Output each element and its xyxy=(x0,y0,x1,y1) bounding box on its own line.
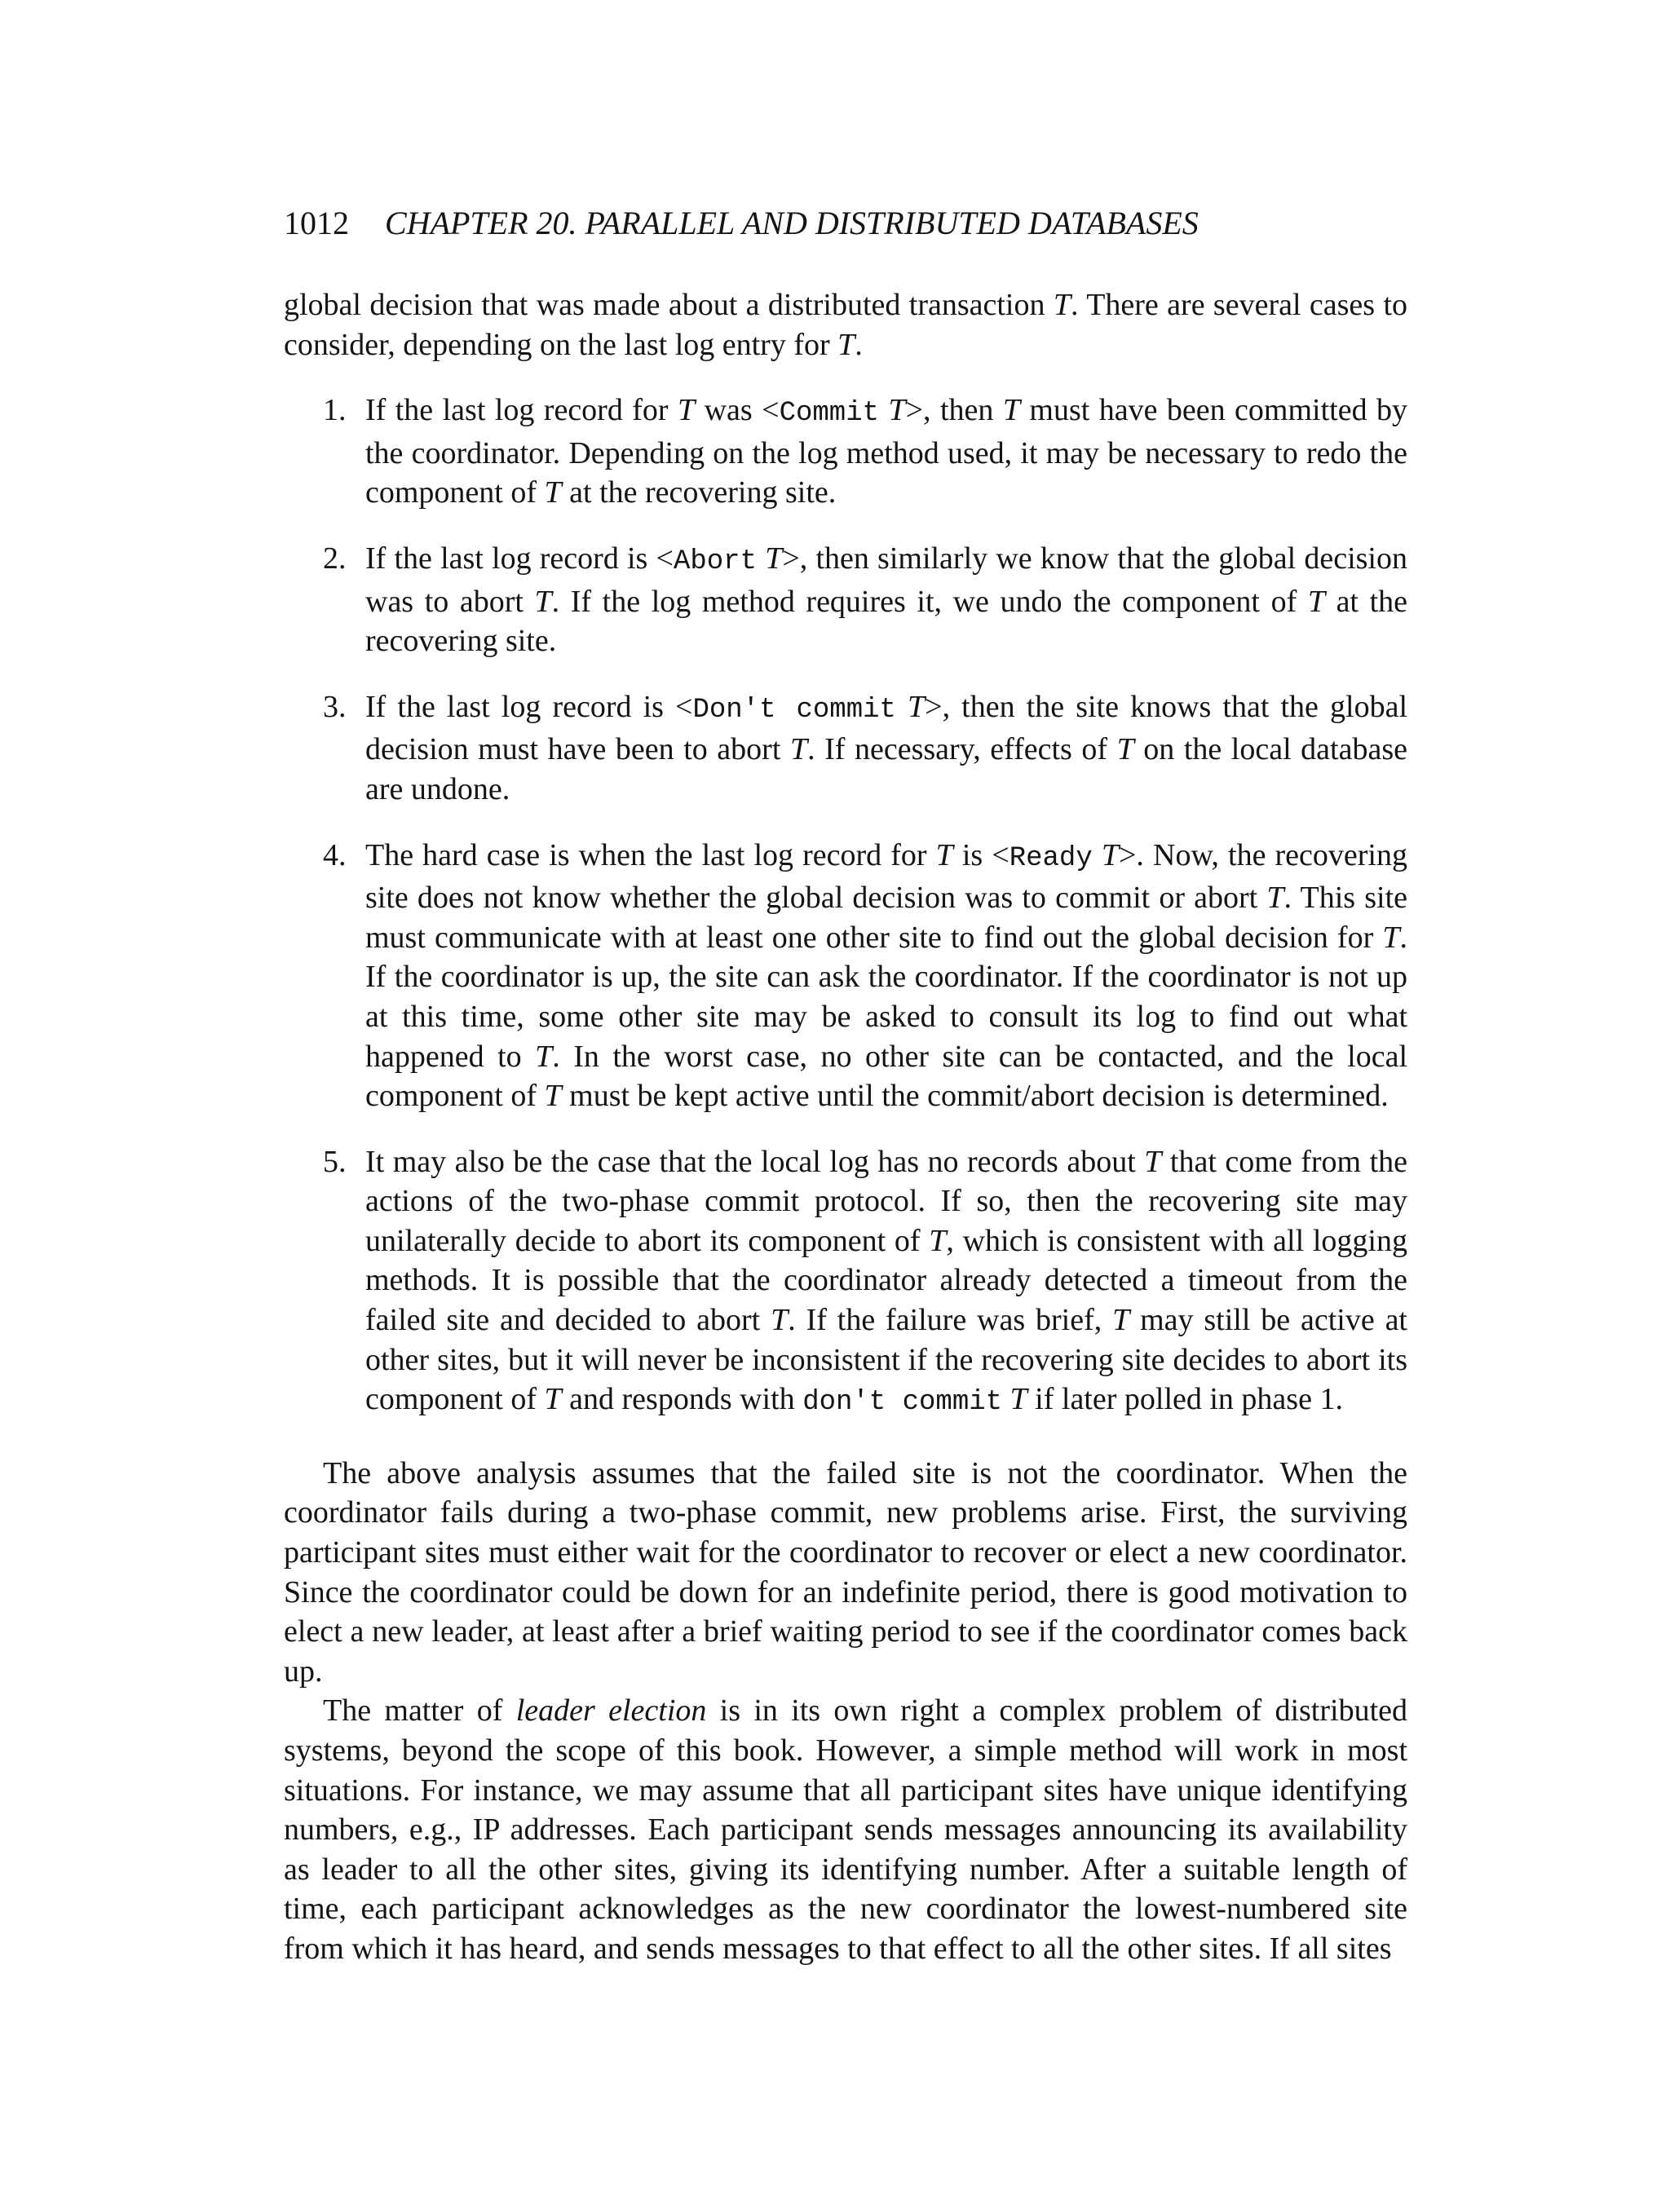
running-head xyxy=(284,204,1407,243)
recovery-cases-list xyxy=(284,391,1407,1423)
list-item-case-5: 5. It may also be the case that the local log has no records about T that come from the actions of the two-phase commit protocol. If so, then the recovering site may unilaterally decide to abort its component of T, which is consistent with all logging methods. It is possible that the coordinator already detected a timeout from the failed site and decided to abort T. If the failure was brief, T may still be active at other sites, but it will never be inconsistent if the recovering site decides to abort its component of T and responds with don't commit T if later polled in phase 1. xyxy=(284,1142,1407,1423)
list-item-number: 5. xyxy=(323,1144,347,1179)
paragraph-coordinator-failure: The above analysis assumes that the failed site is not the coordinator. When the coordinator fails during a two-phase commit, new problems arise. First, the surviving participant sites must either wait for the coordinator to recover or elect a new coordinator. Since the coordinator could be down for an indefinite period, there is good motivation to elect a new leader, at least after a brief waiting period to see if the coordinator comes back up. xyxy=(284,1455,1407,1689)
list-item-case-4: 4. The hard case is when the last log record for T is <Ready T>. Now, the recovering site does not know whether the global decision was to commit or abort T. This site must communicate with at least one other site to find out the global decision for T. If the coordinator is up, the site can ask the coordinator. If the coordinator is not up at this time, some other site may be asked to consult its log to find out what happened to T. In the worst case, no other site can be contacted, and the local component of T must be kept active until the commit/abort decision is determined. xyxy=(284,836,1407,1116)
list-item-case-1: 1. If the last log record for T was <Commit T>, then T must have been committed by the coordinator. Depending on the log method used, it may be necessary to redo the component of T at the recovering site. xyxy=(284,391,1407,513)
list-item-case-3: 3. If the last log record is <Don't commit T>, then the site knows that the global decision must have been to abort T. If necessary, effects of T on the local database are undone. xyxy=(284,687,1407,810)
list-item-case-2: 2. If the last log record is <Abort T>, then similarly we know that the global decision was to abort T. If the log method requires it, we undo the component of T at the recovering site. xyxy=(284,539,1407,661)
list-item-number: 2. xyxy=(323,541,347,576)
book-page xyxy=(284,204,1407,1969)
chapter-title: CHAPTER 20. PARALLEL AND DISTRIBUTED DATABASES xyxy=(385,205,1199,241)
term-leader-election: leader election xyxy=(515,1693,707,1729)
list-item-number: 3. xyxy=(323,689,347,724)
page-number: 1012 xyxy=(284,205,349,241)
paragraph-leader-election: The matter of leader election is in its own right a complex problem of distributed systems, beyond the scope of this book. However, a simple method will work in most situations. For instance, we may assume that all participant sites have unique identifying numbers, e.g., IP addresses. Each participant sends messages announcing its availability as leader to all the other sites, giving its identifying number. After a suitable length of time, each participant acknowledges as the new coordinator the lowest-numbered site from which it has heard, and sends messages to that effect to all the other sites. If all sites xyxy=(284,1693,1407,1966)
intro-paragraph: global decision that was made about a distributed transaction T. There are several cases to consider, depending on the last log entry for T. xyxy=(284,288,1407,362)
list-item-number: 4. xyxy=(323,837,347,872)
list-item-number: 1. xyxy=(323,393,347,428)
